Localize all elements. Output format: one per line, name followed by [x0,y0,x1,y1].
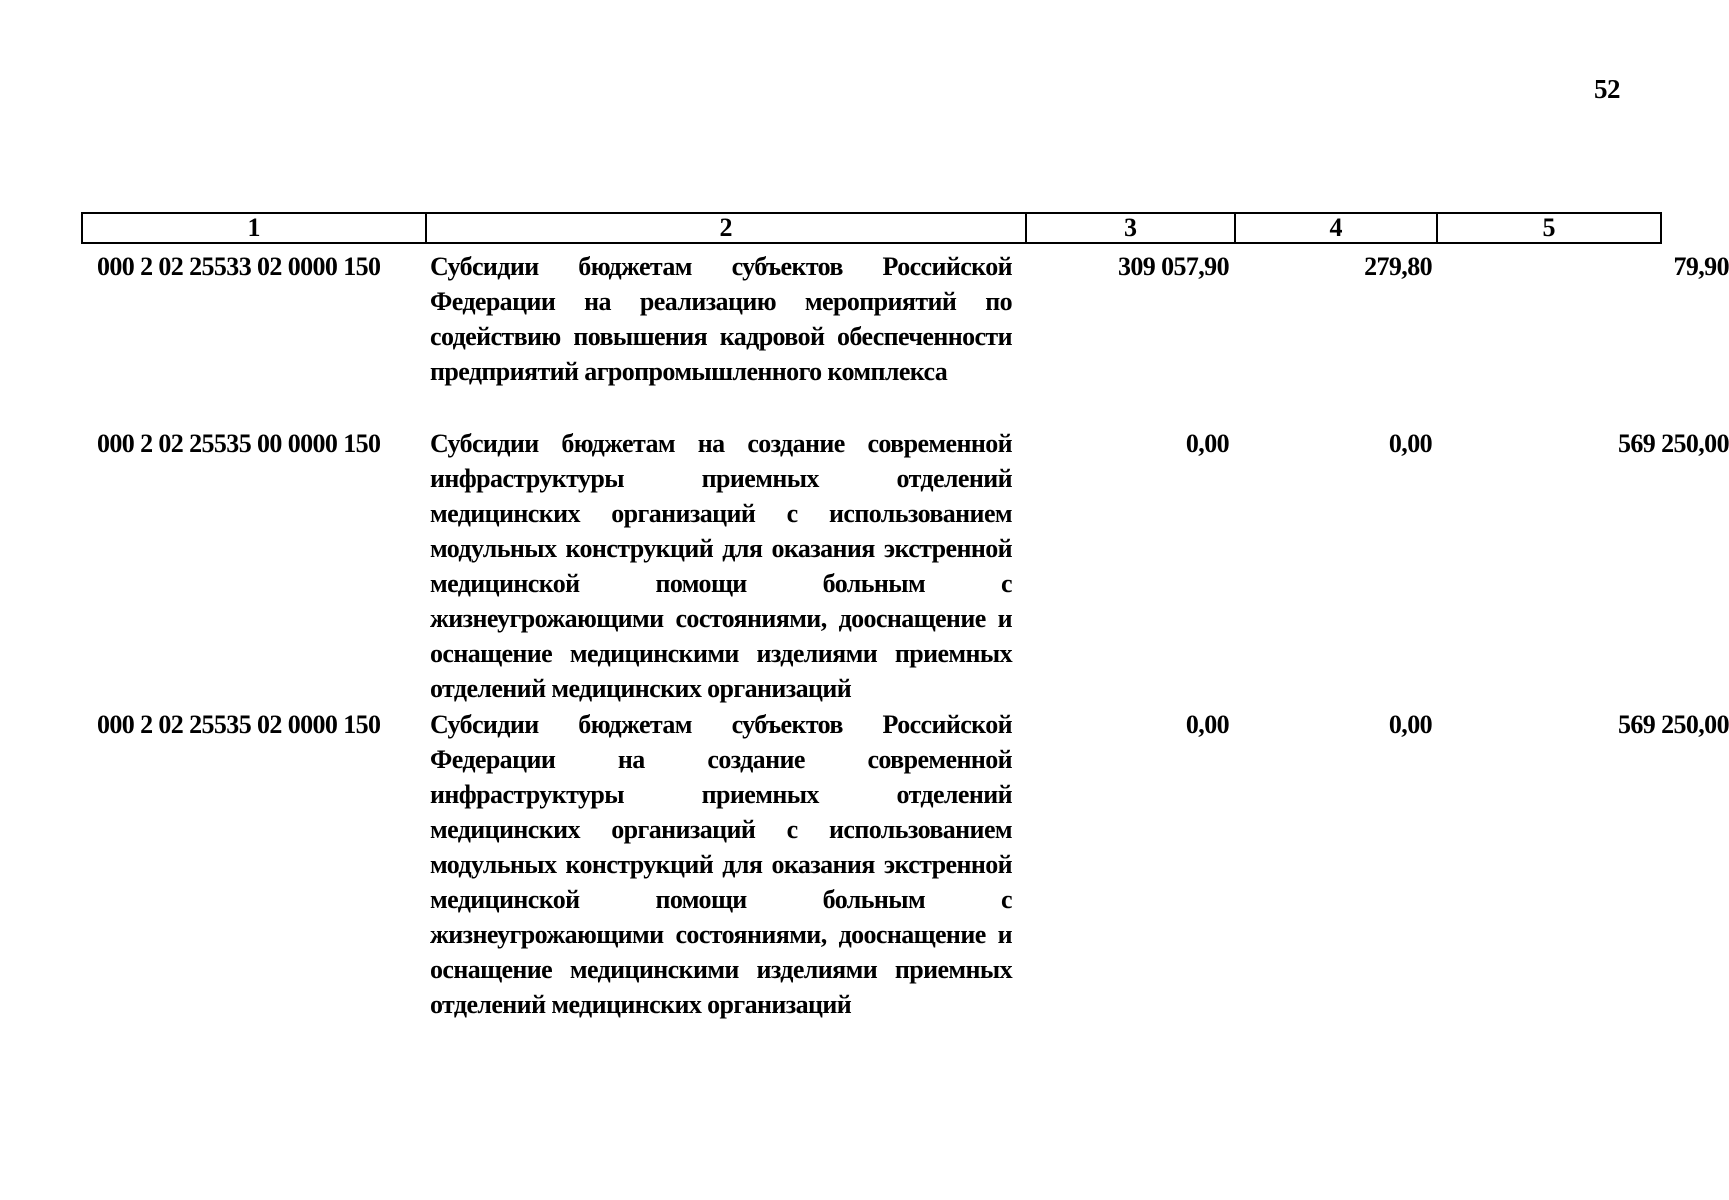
budget-code: 000 2 02 25535 00 0000 150 [97,429,381,458]
value-col4: 279,80 [1364,252,1432,281]
column-header-4: 4 [1236,214,1438,242]
column-header-2: 2 [427,214,1027,242]
value-col3: 309 057,90 [1117,252,1229,281]
column-header-3: 3 [1027,214,1236,242]
value-col3: 0,00 [1185,710,1229,739]
value-col5: 79,90 [1673,252,1729,281]
value-col3: 0,00 [1185,429,1229,458]
value-col5: 569 250,00 [1617,429,1729,458]
value-col4: 0,00 [1388,710,1432,739]
page-number: 52 [1594,74,1620,104]
value-col4: 0,00 [1388,429,1432,458]
value-col5: 569 250,00 [1617,710,1729,739]
row-description: Субсидии бюджетам субъектов Российской Федерации на реализацию мероприятий по содействию повышения кадровой обеспеченности предприятий агропромышленного комплекса [430,252,1012,386]
row-description: Субсидии бюджетам субъектов Российской Федерации на создание современной инфраструктуры приемных отделений медицинских организаций с использованием модульных конструкций для оказания экстренной медицинской помощи больным с жизнеугрожающими состояниями, дооснащение и оснащение медицинскими изделиями приемных отделений медицинских организаций [430,710,1012,1019]
row-description: Субсидии бюджетам на создание современной инфраструктуры приемных отделений медицинских организаций с использованием модульных конструкций для оказания экстренной медицинской помощи больным с жизнеугрожающими состояниями, дооснащение и оснащение медицинскими изделиями приемных отделений медицинских организаций [430,429,1012,703]
column-header-1: 1 [83,214,427,242]
budget-code: 000 2 02 25535 02 0000 150 [97,710,381,739]
table-header [81,212,1662,244]
budget-code: 000 2 02 25533 02 0000 150 [97,252,381,281]
column-header-5: 5 [1542,213,1556,242]
